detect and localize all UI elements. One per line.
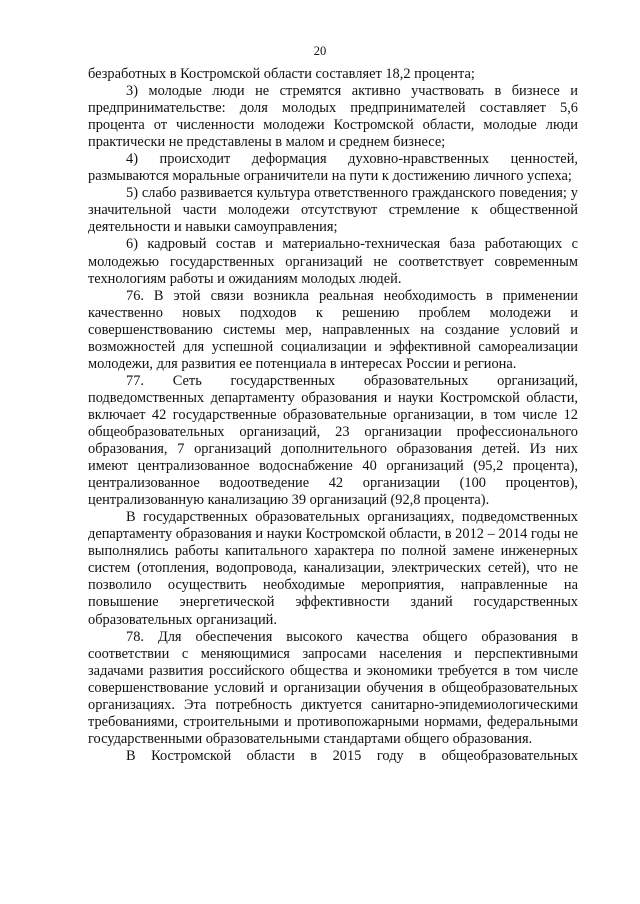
paragraph: 4) происходит деформация духовно-нравственных ценностей, размываются моральные ограничители на пути к достижению личного успеха; bbox=[88, 151, 578, 185]
paragraph: безработных в Костромской области составляет 18,2 процента; bbox=[88, 66, 475, 82]
paragraph: 77. Сеть государственных образовательных организаций, подведомственных департаменту образования и науки Костромской области, включает 42 государственные образовательные организации, в том числе 12 общеобразовательных организаций, 23 организации профессионального образования, 7 организаций дополнительного образования детей. Из них имеют централизованное водоснабжение 40 организаций (95,2 процента), централизованное водоотведение 42 организации (100 процентов), централизованную канализацию 39 организаций (92,8 процента). bbox=[88, 372, 578, 509]
page-number: 20 bbox=[313, 44, 327, 58]
paragraph: 78. Для обеспечения высокого качества общего образования в соответствии с меняющимися запросами населения и перспективными задачами развития российского общества и экономики требуется в том числе совершенствование условий и организации обучения в общеобразовательных организациях. Эта потребность диктуется санитарно-эпидемиологическими требованиями, строительными и противопожарными нормами, федеральными государственными образовательными стандартами общего образования. bbox=[88, 628, 578, 747]
paragraph: 76. В этой связи возникла реальная необходимость в применении качественно новых подходов к решению проблем молодежи и совершенствованию системы мер, направленных на создание условий и возможностей для успешной социализации и эффективной самореализации молодежи, для развития ее потенциала в интересах России и региона. bbox=[88, 287, 578, 372]
paragraph: 6) кадровый состав и материально-техническая база работающих с молодежью государственных организаций не соответствует современным технологиям работы и ожиданиям молодых людей. bbox=[88, 236, 578, 287]
paragraph: В Костромской области в 2015 году в общеобразовательных bbox=[126, 747, 578, 764]
paragraph: В государственных образовательных организациях, подведомственных департаменту образования и науки Костромской области, в 2012 – 2014 годы не выполнялись работы капитального характера по полной замене инженерных систем (отопления, водопровода, канализации, электрических сетей), что не позволило осуществить необходимые мероприятия, направленные на повышение энергетической эффективности зданий государственных образовательных организаций. bbox=[88, 509, 578, 628]
paragraph: 5) слабо развивается культура ответственного гражданского поведения; у значительной части молодежи отсутствуют стремление к общественной деятельности и навыки самоуправления; bbox=[88, 185, 578, 236]
paragraph: 3) молодые люди не стремятся активно участвовать в бизнесе и предпринимательстве: доля молодых предпринимателей составляет 5,6 процента от численности молодежи Костромской области, молодые люди практически не представлены в малом и среднем бизнесе; bbox=[88, 83, 578, 151]
body-text bbox=[88, 66, 578, 765]
